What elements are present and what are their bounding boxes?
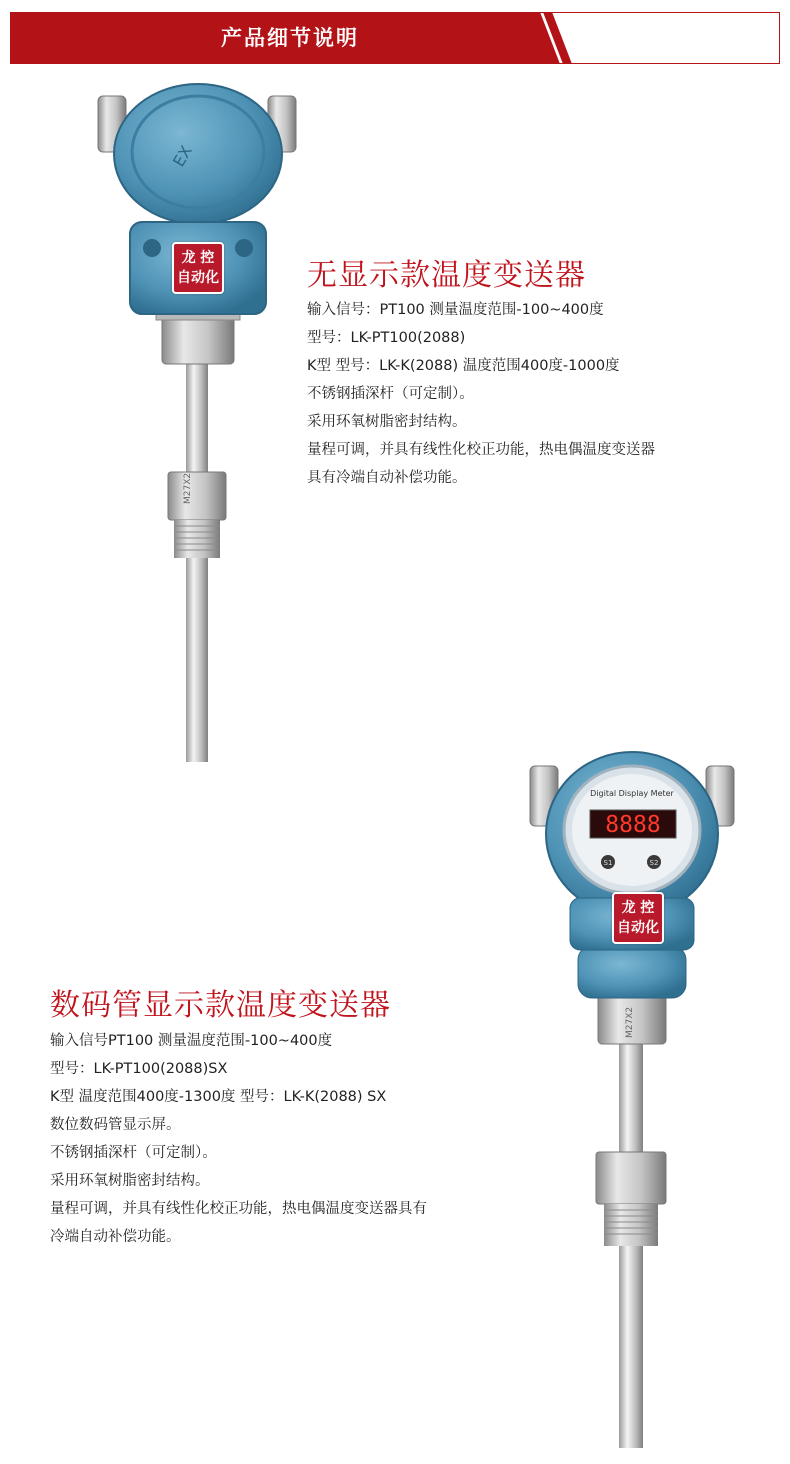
description-line: 型号：LK-PT100(2088): [307, 330, 466, 346]
svg-text:S2: S2: [649, 859, 659, 867]
display-label: Digital Display Meter: [590, 789, 674, 798]
description-line: 量程可调，并具有线性化校正功能，热电偶温度变送器: [307, 442, 655, 458]
fitting-label: M27X2: [183, 472, 193, 504]
description-line: 具有冷端自动补偿功能。: [307, 470, 467, 486]
description-line: 输入信号PT100 测量温度范围-100~400度: [50, 1033, 333, 1049]
product-title-digital-display: 数码管显示款温度变送器: [50, 988, 391, 1023]
product-description-digital-display: [50, 1027, 427, 1251]
description-line: 量程可调，并具有线性化校正功能，热电偶温度变送器具有: [50, 1201, 427, 1217]
description-line: 不锈钢插深杆（可定制）。: [307, 386, 474, 402]
section-header: [10, 12, 780, 64]
housing-label: EX: [169, 142, 197, 170]
description-line: 型号：LK-PT100(2088)SX: [50, 1061, 228, 1077]
header-title: 产品细节说明: [221, 26, 359, 50]
description-line: 数位数码管显示屏。: [50, 1117, 181, 1133]
svg-text:S1: S1: [603, 859, 613, 867]
description-line: K型 温度范围400度-1300度 型号：LK-K(2088) SX: [50, 1089, 387, 1105]
description-line: K型 型号：LK-K(2088) 温度范围400度-1000度: [307, 358, 620, 374]
fitting-label: M27X2: [625, 1006, 635, 1038]
description-line: 不锈钢插深杆（可定制）。: [50, 1145, 217, 1161]
brand-badge: 龙 控 自动化: [172, 242, 224, 294]
description-line: 输入信号：PT100 测量温度范围-100~400度: [307, 302, 604, 318]
description-line: 采用环氧树脂密封结构。: [50, 1173, 210, 1189]
product-description-no-display: [307, 296, 655, 492]
product-image-no-display: [90, 82, 300, 772]
description-line: 冷端自动补偿功能。: [50, 1229, 181, 1245]
led-digits: 8888: [605, 812, 661, 838]
product-title-no-display: 无显示款温度变送器: [307, 258, 586, 293]
description-line: 采用环氧树脂密封结构。: [307, 414, 467, 430]
brand-badge: 龙 控 自动化: [612, 892, 664, 944]
product-image-digital-display: [520, 748, 740, 1460]
